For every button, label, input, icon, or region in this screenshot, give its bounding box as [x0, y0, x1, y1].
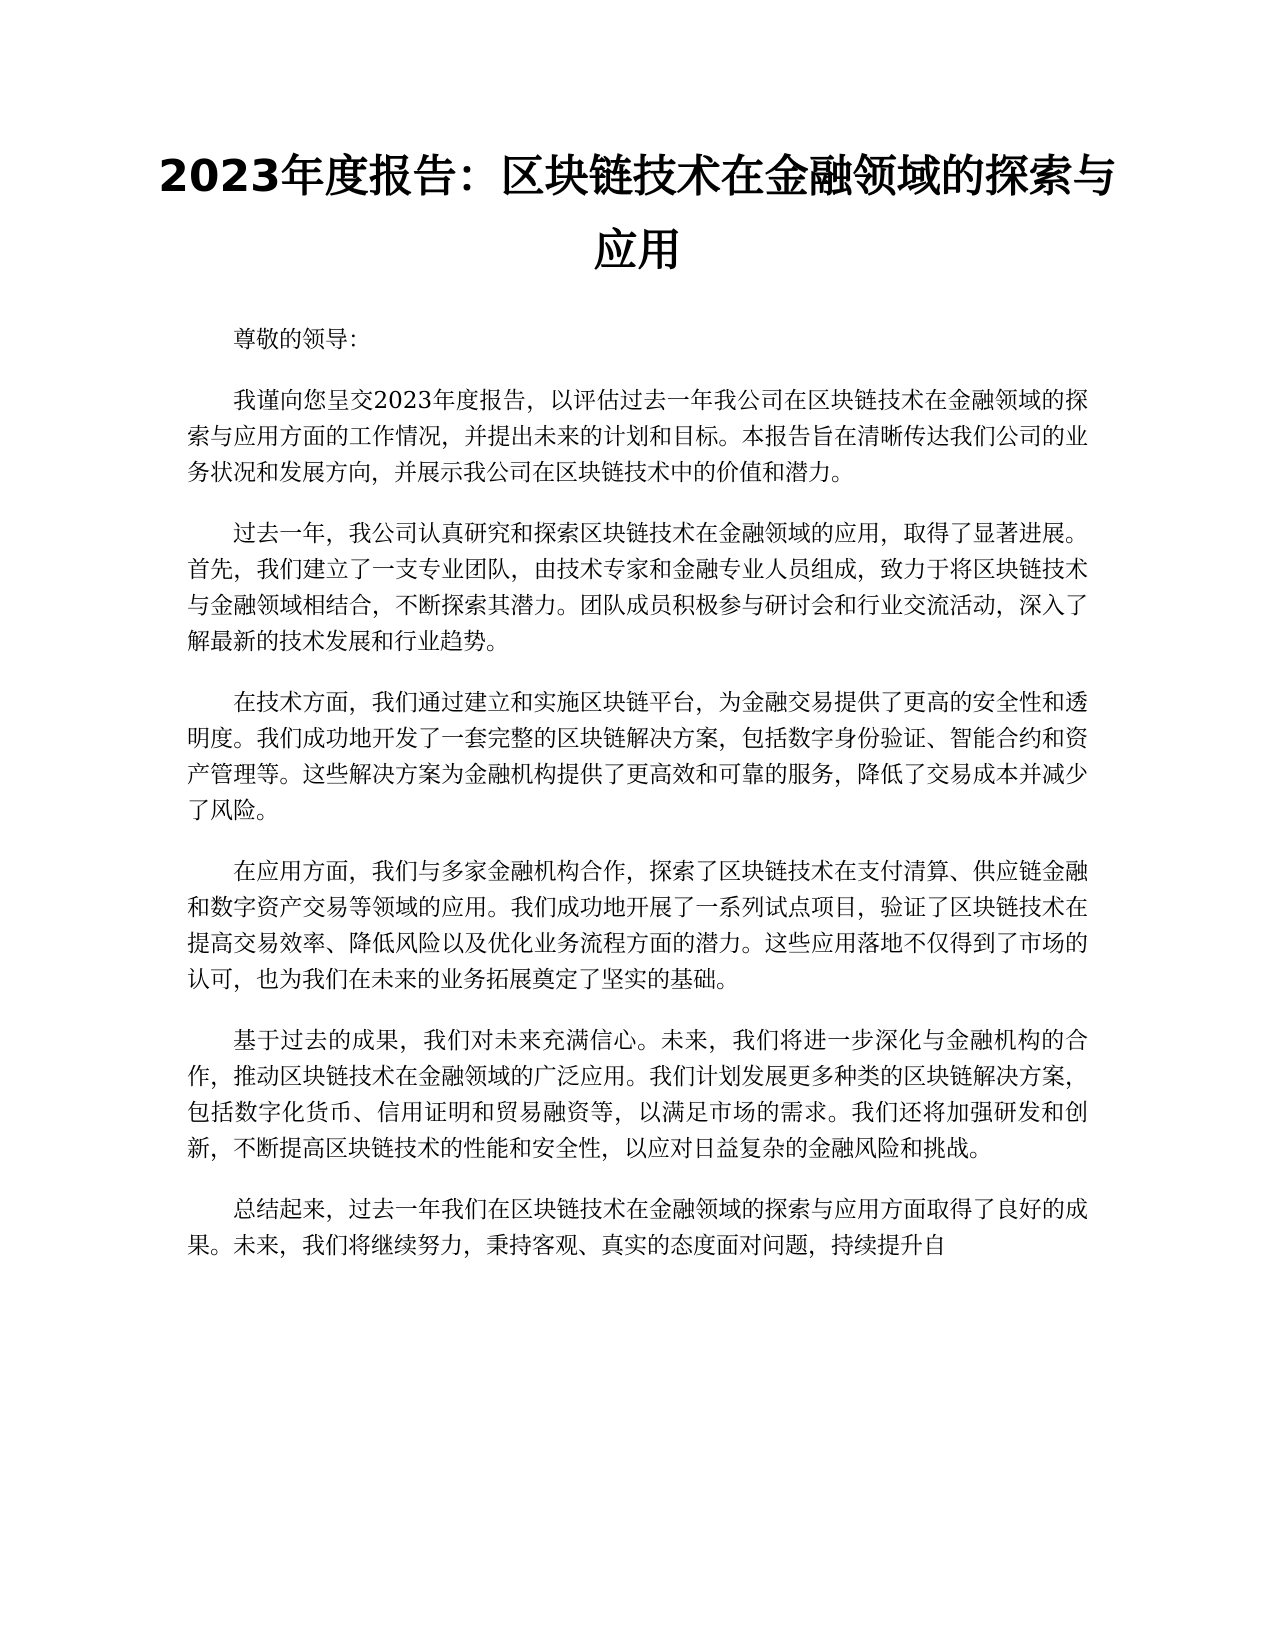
salutation: 尊敬的领导：	[233, 327, 371, 353]
paragraph-application: 在应用方面，我们与多家金融机构合作，探索了区块链技术在支付清算、供应链金融和数字资产交易等领域的应用。我们成功地开展了一系列试点项目，验证了区块链技术在提高交易效率、降低风险以及优化业务流程方面的潜力。这些应用落地不仅得到了市场的认可，也为我们在未来的业务拓展奠定了坚实的基础。	[187, 859, 1088, 993]
document-body	[187, 322, 1088, 1289]
paragraph-future: 基于过去的成果，我们对未来充满信心。未来，我们将进一步深化与金融机构的合作，推动区块链技术在金融领域的广泛应用。我们计划发展更多种类的区块链解决方案，包括数字化货币、信用证明和贸易融资等，以满足市场的需求。我们还将加强研发和创新，不断提高区块链技术的性能和安全性，以应对日益复杂的金融风险和挑战。	[187, 1028, 1088, 1162]
document-title: 2023年度报告：区块链技术在金融领域的探索与应用	[158, 151, 1117, 276]
paragraph-summary: 总结起来，过去一年我们在区块链技术在金融领域的探索与应用方面取得了良好的成果。未来，我们将继续努力，秉持客观、真实的态度面对问题，持续提升自	[187, 1197, 1088, 1259]
paragraph-progress: 过去一年，我公司认真研究和探索区块链技术在金融领域的应用，取得了显著进展。首先，我们建立了一支专业团队，由技术专家和金融专业人员组成，致力于将区块链技术与金融领域相结合，不断探索其潜力。团队成员积极参与研讨会和行业交流活动，深入了解最新的技术发展和行业趋势。	[187, 521, 1088, 655]
paragraph-intro: 我谨向您呈交2023年度报告，以评估过去一年我公司在区块链技术在金融领域的探索与应用方面的工作情况，并提出未来的计划和目标。本报告旨在清晰传达我们公司的业务状况和发展方向，并展示我公司在区块链技术中的价值和潜力。	[187, 388, 1088, 486]
paragraph-technology: 在技术方面，我们通过建立和实施区块链平台，为金融交易提供了更高的安全性和透明度。我们成功地开发了一套完整的区块链解决方案，包括数字身份验证、智能合约和资产管理等。这些解决方案为金融机构提供了更高效和可靠的服务，降低了交易成本并减少了风险。	[187, 690, 1088, 824]
